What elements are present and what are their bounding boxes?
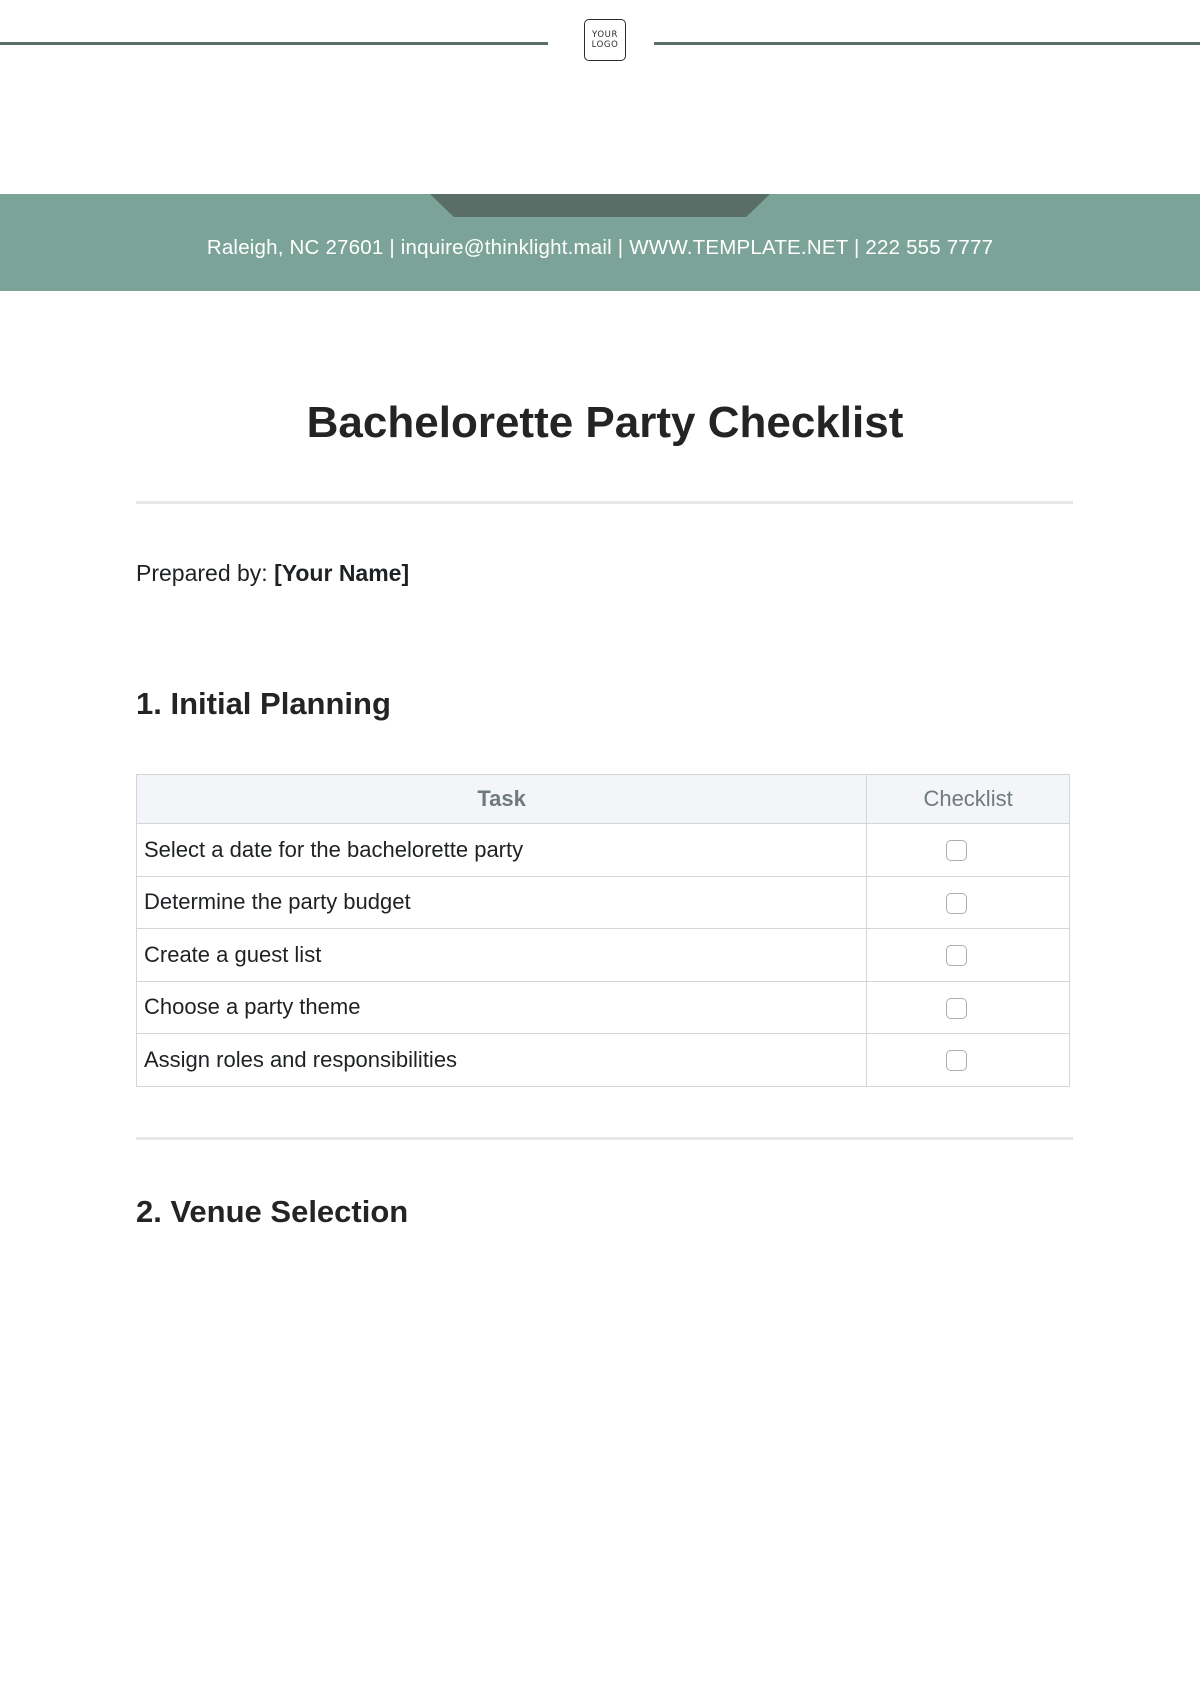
section-divider [136,1137,1073,1140]
initial-planning-table [136,774,1070,1087]
table-row [137,824,1070,877]
checklist-cell [867,1034,1070,1087]
header-line-left [0,42,548,45]
table-row [137,1034,1070,1087]
prepared-by-label: Prepared by: [136,560,268,586]
checklist-cell [867,929,1070,982]
document-title: Bachelorette Party Checklist [306,398,904,447]
section-title-initial-planning: 1. Initial Planning [136,686,391,721]
table-row [137,981,1070,1034]
table-row [137,876,1070,929]
section-title-venue-selection: 2. Venue Selection [136,1194,409,1229]
column-header-checklist: Checklist [867,775,1070,824]
logo-text-line2: LOGO [591,40,619,50]
task-checkbox[interactable] [946,840,967,861]
task-cell: Choose a party theme [137,981,867,1034]
table-header-row [137,775,1070,824]
title-divider [136,501,1073,504]
task-checkbox[interactable] [946,893,967,914]
column-header-task: Task [137,775,867,824]
checklist-cell [867,981,1070,1034]
task-checkbox[interactable] [946,1050,967,1071]
table-row [137,929,1070,982]
logo [584,19,626,61]
task-cell: Assign roles and responsibilities [137,1034,867,1087]
banner-tab-decoration [430,194,770,217]
checklist-cell [867,876,1070,929]
task-checkbox[interactable] [946,945,967,966]
checklist-cell [867,824,1070,877]
task-checkbox[interactable] [946,998,967,1019]
task-cell: Determine the party budget [137,876,867,929]
logo-text-line1: YOUR [592,30,618,40]
header-line-right [654,42,1200,45]
contact-info: Raleigh, NC 27601 | inquire@thinklight.mail | WWW.TEMPLATE.NET | 222 555 7777 [206,236,994,259]
prepared-by [136,560,409,587]
prepared-by-value: [Your Name] [274,560,410,586]
task-cell: Select a date for the bachelorette party [137,824,867,877]
task-cell: Create a guest list [137,929,867,982]
